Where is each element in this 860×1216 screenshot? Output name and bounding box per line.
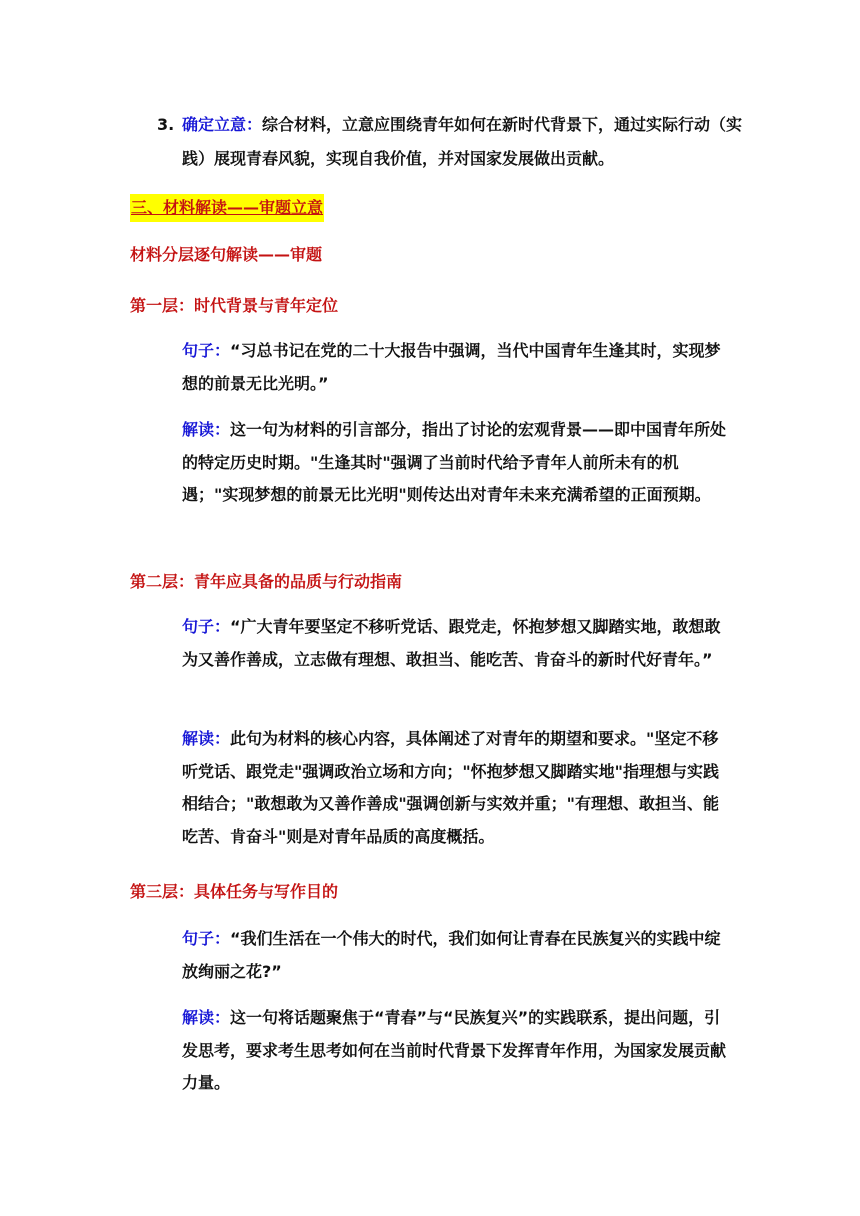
sentence-label: 句子：	[182, 617, 231, 636]
layer-2-sentence	[182, 611, 734, 676]
interpretation-label: 解读：	[182, 1008, 231, 1027]
sentence-text: “我们生活在一个伟大的时代，我们如何让青春在民族复兴的实践中绽放绚丽之花?”	[182, 929, 721, 981]
layer-1-interpretation	[182, 414, 734, 512]
layer-2-interpretation	[182, 723, 734, 853]
layer-1-sentence	[182, 335, 734, 400]
interpretation-label: 解读：	[182, 420, 231, 439]
section-heading: 三、材料解读——审题立意	[130, 194, 324, 222]
sentence-text: “习总书记在党的二十大报告中强调，当代中国青年生逢其时，实现梦想的前景无比光明。”	[182, 341, 721, 393]
list-item-body	[182, 108, 747, 176]
list-item-3	[157, 108, 747, 176]
layer-3-interpretation	[182, 1002, 734, 1100]
subheading: 材料分层逐句解读——审题	[130, 245, 323, 264]
sentence-label: 句子：	[182, 929, 231, 948]
layer-3-sentence	[182, 923, 734, 988]
interpretation-label: 解读：	[182, 729, 231, 748]
sentence-label: 句子：	[182, 341, 231, 360]
layer-2-title: 第二层：青年应具备的品质与行动指南	[130, 572, 403, 591]
interpretation-text: 这一句为材料的引言部分，指出了讨论的宏观背景——即中国青年所处的特定历史时期。"生逢其时"强调了当前时代给予青年人前所未有的机遇；"实现梦想的前景无比光明"则传达出对青年未来充满希望的正面预期。	[182, 420, 727, 504]
interpretation-text: 此句为材料的核心内容，具体阐述了对青年的期望和要求。"坚定不移听党话、跟党走"强调政治立场和方向；"怀抱梦想又脚踏实地"指理想与实践相结合；"敢想敢为又善作善成"强调创新与实效并重；"有理想、敢担当、能吃苦、肯奋斗"则是对青年品质的高度概括。	[182, 729, 720, 846]
sentence-text: “广大青年要坚定不移听党话、跟党走，怀抱梦想又脚踏实地，敢想敢为又善作善成，立志做有理想、敢担当、能吃苦、肯奋斗的新时代好青年。”	[182, 617, 721, 669]
interpretation-text: 这一句将话题聚焦于“青春”与“民族复兴”的实践联系，提出问题，引发思考，要求考生思考如何在当前时代背景下发挥青年作用，为国家发展贡献力量。	[182, 1008, 727, 1092]
layer-3-title: 第三层：具体任务与写作目的	[130, 882, 339, 901]
item-label: 确定立意：	[182, 115, 263, 134]
layer-1-title: 第一层：时代背景与青年定位	[130, 296, 339, 315]
item-text: 综合材料，立意应围绕青年如何在新时代背景下，通过实际行动（实践）展现青春风貌，实现自我价值，并对国家发展做出贡献。	[182, 115, 743, 168]
list-number: 3.	[157, 115, 175, 134]
